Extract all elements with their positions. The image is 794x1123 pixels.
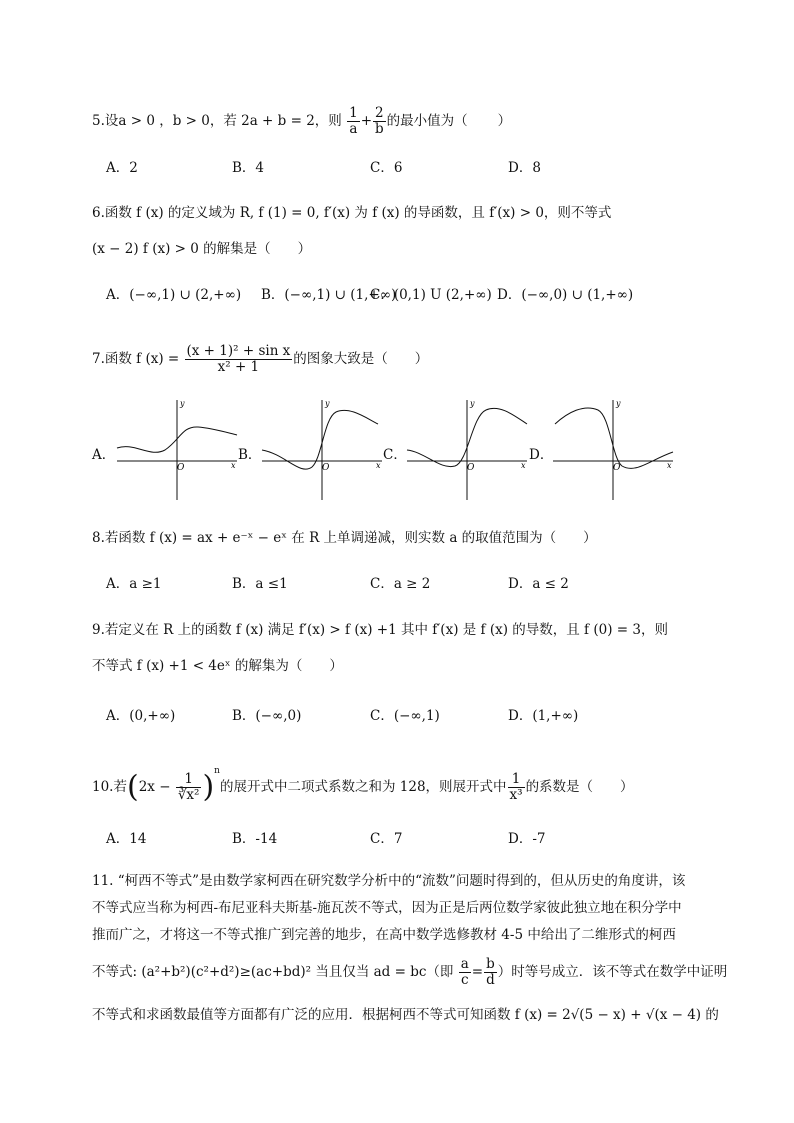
option-b[interactable]: B．4 [232,160,265,176]
axis-y-label: y [470,399,475,408]
graph-label-d[interactable]: D． [529,447,554,463]
option-d[interactable]: D．-7 [508,831,546,847]
option-d[interactable]: D．(1,+∞) [508,708,579,724]
question-7-stem: 7.函数 f (x) = $\frac{\text{(x + 1)² + sin x}}{\text{x² + 1}}$ 的图象大致是（ ） [92,343,429,375]
option-a[interactable]: A．a ≥1 [106,576,162,592]
option-a[interactable]: A．2 [106,160,138,176]
question-11-line-3: 推而广之，才将这一不等式推广到完善的地步，在高中数学选修教材 4-5 中给出了二维形式的柯西 [92,927,676,943]
axis-x-label: x [231,461,236,470]
question-10-stem: 10.若(2x − $\frac{1}{\text{∛x²}}$ )$^n$的展开式中二项式系数之和为 128，则展开式中 $\frac{1}{\text{x³}}$ 的系数是（ ） [92,766,634,805]
axis-y-label: y [325,399,330,408]
origin-label: O [177,463,185,473]
axis-x-label: x [667,461,672,470]
option-d[interactable]: D．(−∞,0) ∪ (1,+∞) [497,287,634,303]
graph-label-a[interactable]: A． [92,447,116,463]
axis-x-label: x [521,461,526,470]
axis-y-label: y [616,399,621,408]
graphs-svg [0,390,794,505]
option-b[interactable]: B．-14 [232,831,278,847]
graph-b[interactable] [262,399,382,500]
option-d[interactable]: D．a ≤ 2 [508,576,569,592]
question-6-line-2: (x − 2) f (x) > 0 的解集是（ ） [92,241,312,257]
graph-label-c[interactable]: C． [383,447,407,463]
fraction: $\frac{1}{\text{x³}}$ [509,771,523,803]
question-6-line-1: 6.函数 f (x) 的定义域为 R, f (1) = 0, f′(x) 为 f (x) 的导函数，且 f′(x) > 0，则不等式 [92,205,612,221]
option-b[interactable]: B．a ≤1 [232,576,288,592]
option-d[interactable]: D．8 [508,160,541,176]
option-a[interactable]: A．14 [106,831,147,847]
option-c[interactable]: C．7 [370,831,403,847]
question-5-stem: 5.设a > 0 ，b > 0，若 2a + b = 2，则 $\frac{1}{a}$ + $\frac{2}{b}$ 的最小值为（ ） [92,105,512,137]
fraction: $\frac{b}{d}$ [486,956,495,988]
question-11-line-4: 不等式: (a²+b²)(c²+d²)≥(ac+bd)² 当且仅当 ad = bc（即 $\frac{a}{c}$ = $\frac{b}{d}$ ）时等号成立．该不等式在数学中证明 [92,956,728,988]
option-c[interactable]: C．(0,1) U (2,+∞) [370,287,492,303]
fraction: $\frac{a}{c}$ [460,956,469,988]
option-b[interactable]: B．(−∞,1) ∪ (1,+∞) [261,287,397,303]
origin-label: O [322,463,330,473]
graph-c[interactable] [407,399,527,500]
option-c[interactable]: C．(−∞,1) [370,708,440,724]
fraction: $\frac{1}{a}$ [349,105,358,137]
axis-x-label: x [376,461,381,470]
option-a[interactable]: A．(−∞,1) ∪ (2,+∞) [106,287,242,303]
option-c[interactable]: C．6 [370,160,403,176]
graph-a[interactable] [117,399,237,500]
axis-y-label: y [180,399,185,408]
origin-label: O [467,463,475,473]
origin-label: O [613,463,621,473]
question-9-line-2: 不等式 f (x) +1 < 4eˣ 的解集为（ ） [92,658,343,674]
graph-label-b[interactable]: B． [238,447,262,463]
question-11-line-5: 不等式和求函数最值等方面都有广泛的应用．根据柯西不等式可知函数 f (x) = 2√(5 − x) + √(x − 4) 的 [92,1007,719,1023]
question-9-line-1: 9.若定义在 R 上的函数 f (x) 满足 f′(x) > f (x) +1 其中 f′(x) 是 f (x) 的导数，且 f (0) = 3，则 [92,622,668,638]
option-b[interactable]: B．(−∞,0) [232,708,302,724]
option-a[interactable]: A．(0,+∞) [106,708,176,724]
question-8-stem: 8.若函数 f (x) = ax + e⁻ˣ − eˣ 在 R 上单调递减，则实数 a 的取值范围为（ ） [92,530,597,546]
fraction: $\frac{\text{(x + 1)² + sin x}}{\text{x² + 1}}$ [186,343,291,375]
graph-d[interactable] [553,399,673,500]
option-c[interactable]: C．a ≥ 2 [370,576,431,592]
fraction: $\frac{2}{b}$ [375,105,384,137]
question-11-line-2: 不等式应当称为柯西-布尼亚科夫斯基-施瓦茨不等式，因为正是后两位数学家彼此独立地在积分学中 [92,900,682,916]
question-11-line-1: 11. “柯西不等式”是由数学家柯西在研究数学分析中的“流数”问题时得到的，但从历史的角度讲，该 [92,873,686,889]
fraction: $\frac{1}{\text{∛x²}}$ [177,771,200,803]
